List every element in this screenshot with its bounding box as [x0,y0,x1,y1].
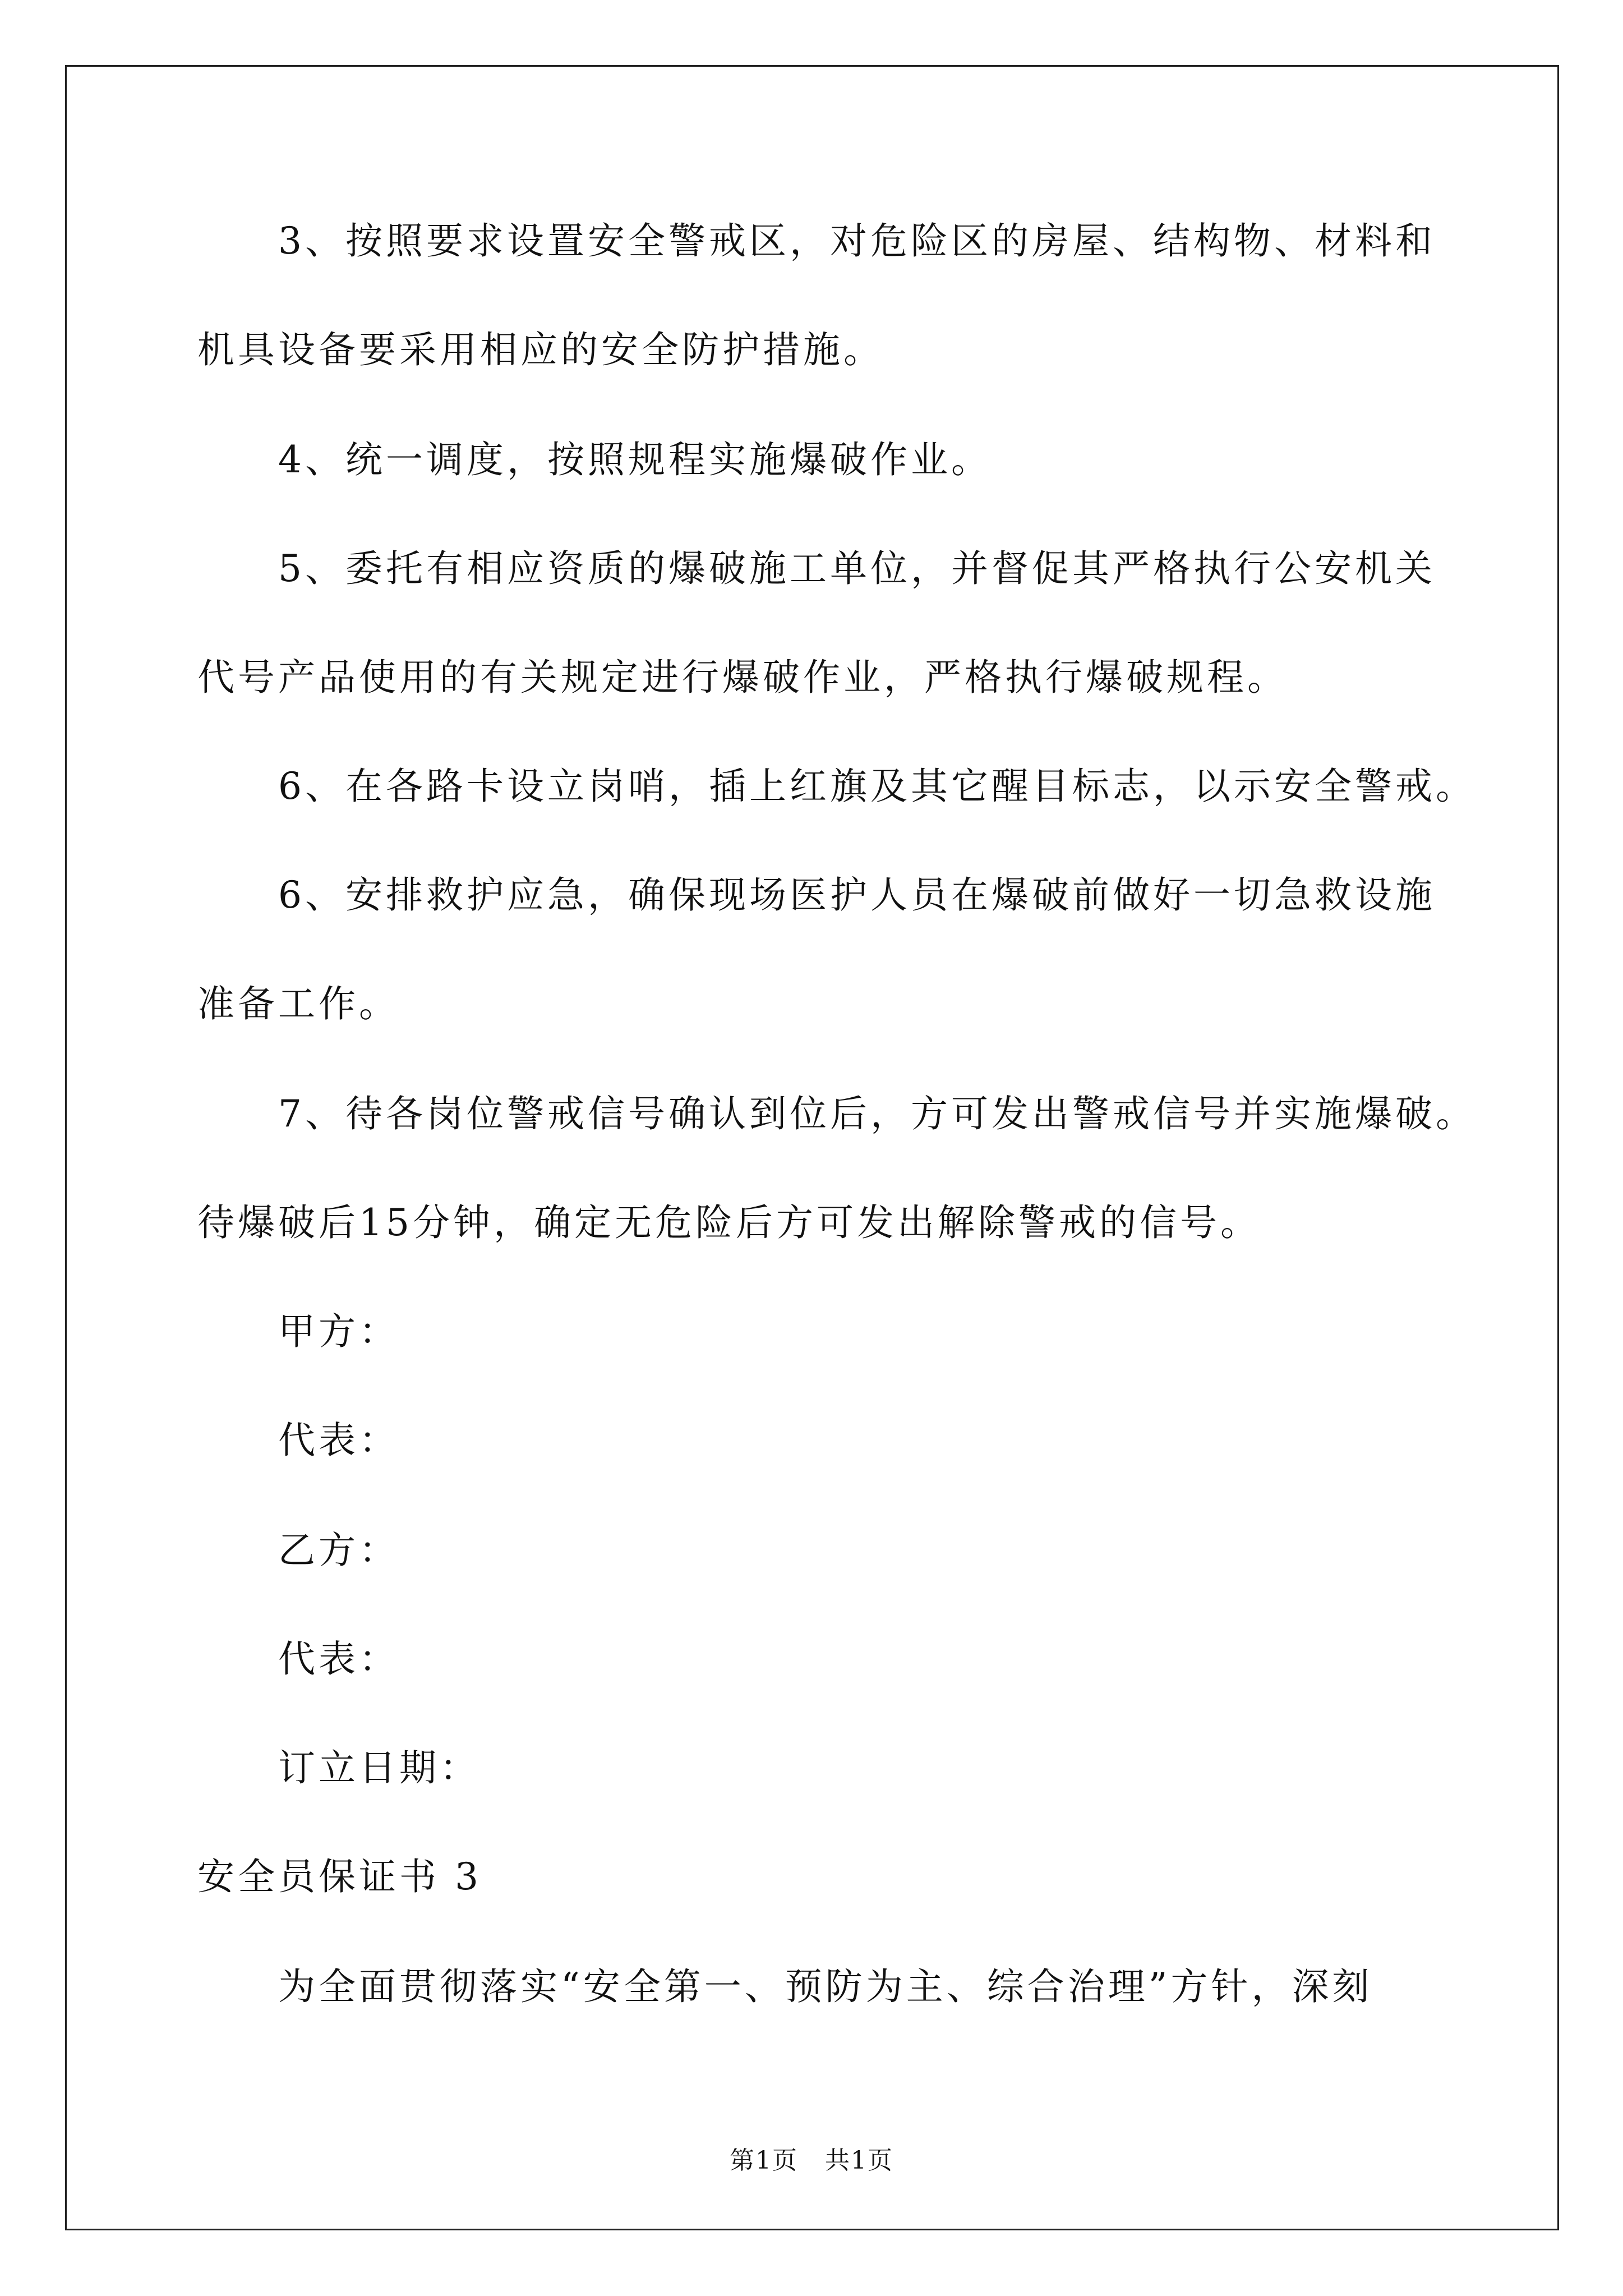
paragraph-7-line-1: 7、待各岗位警戒信号确认到位后，方可发出警戒信号并实施爆破。 [278,1092,1476,1135]
paragraph-5-line-1: 5、委托有相应资质的爆破施工单位，并督促其严格执行公安机关 [278,547,1436,590]
page-number-total: 共1页 [825,2146,893,2175]
paragraph-6b-line-1: 6、安排救护应急，确保现场医护人员在爆破前做好一切急救设施 [278,873,1436,917]
page-border [65,65,1559,2230]
paragraph-3-line-1: 3、按照要求设置安全警戒区，对危险区的房屋、结构物、材料和 [278,219,1436,263]
paragraph-6b-line-2: 准备工作。 [197,982,399,1025]
paragraph-5-line-2: 代号产品使用的有关规定进行爆破作业，严格执行爆破规程。 [197,656,1288,699]
party-a-label: 甲方： [278,1310,399,1353]
page-footer [0,2144,1623,2178]
paragraph-4: 4、统一调度，按照规程实施爆破作业。 [278,438,992,481]
paragraph-3-line-2: 机具设备要采用相应的安全防护措施。 [197,328,884,371]
section-heading: 安全员保证书 3 [197,1855,482,1898]
paragraph-6a: 6、在各路卡设立岗哨，插上红旗及其它醒目标志，以示安全警戒。 [278,765,1476,808]
party-a-representative-label: 代表： [278,1419,399,1462]
paragraph-intro: 为全面贯彻落实“安全第一、预防为主、综合治理”方针，深刻 [278,1965,1373,2008]
signing-date-label: 订立日期： [278,1746,480,1789]
party-b-label: 乙方： [278,1529,399,1572]
page-number-current: 第1页 [730,2146,798,2175]
party-b-representative-label: 代表： [278,1637,399,1681]
paragraph-7-line-2: 待爆破后15分钟，确定无危险后方可发出解除警戒的信号。 [197,1201,1261,1244]
